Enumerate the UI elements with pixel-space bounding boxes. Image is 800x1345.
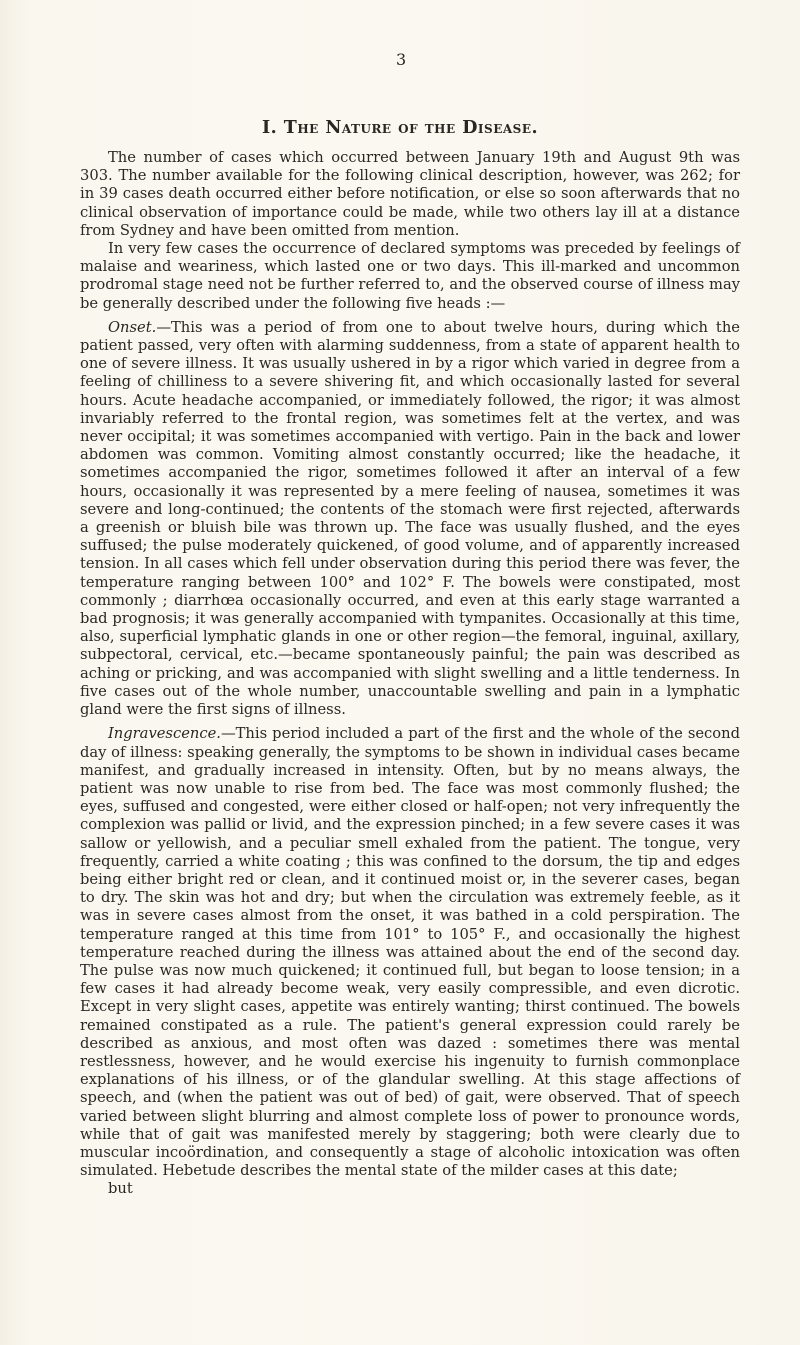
ingravescence-paragraph [80, 725, 740, 1180]
catchword: but [108, 1180, 133, 1198]
section-heading: I. The Nature of the Disease. [261, 118, 539, 138]
onset-text: —This was a period of from one to about twelve hours, during which the patient passed, very often with alarming suddenness, from a state of apparent health to one of severe illness. It was usually ushered in by a rigor which varied in degree from a feeling of chilliness to a severe shivering fit, and which occasionally lasted for several hours. Acute headache accompanied, or immediately followed, the rigor; it was almost invariably referred to the frontal region, was sometimes felt at the vertex, and was never occipital; it was sometimes accompanied with vertigo. Pain in the back and lower abdomen was common. Vomiting almost constantly occurred; like the headache, it sometimes accompanied the rigor, sometimes followed it after an interval of a few hours, occasionally it was represented by a mere feeling of nausea, sometimes it was severe and long-continued; the contents of the stomach were first rejected, afterwards a greenish or bluish bile was thrown up. The face was usually flushed, and the eyes suffused; the pulse moderately quickened, of good volume, and of apparently increased tension. In all cases which fell under observation during this period there was fever, the temperature ranging between 100° and 102° F. The bowels were constipated, most commonly ; diarrhœa occasionally occurred, and even at this early stage warranted a bad prognosis; it was generally accompanied with tympanites. Occasionally at this time, also, superficial lymphatic glands in one or other region—the femoral, inguinal, axillary, subpectoral, cervical, etc.—became spontaneously painful; the pain was described as aching or pricking, and was accompanied with slight swelling and a little tenderness. In five cases out of the whole number, unaccountable swelling and pain in a lymphatic gland were the first signs of illness. [80, 318, 740, 719]
body-text [80, 149, 740, 1199]
intro-paragraph-2: In very few cases the occurrence of declared symptoms was preceded by feelings of malaise and weariness, which lasted one or two days. This ill-marked and uncommon prodromal stage need not be further referred to, and the observed course of illness may be generally described under the following five heads :— [80, 240, 740, 312]
onset-paragraph [80, 319, 740, 719]
ingravescence-title: Ingravescence. [108, 725, 221, 743]
onset-title: Onset. [108, 318, 157, 336]
page-number: 3 [396, 50, 407, 69]
intro-paragraph-1: The number of cases which occurred between January 19th and August 9th was 303. The number available for the following clinical description, however, was 262; for in 39 cases death occurred either before notification, or else so soon afterwards that no clinical observation of importance could be made, while two others lay ill at a distance from Sydney and have been omitted from mention. [80, 149, 740, 239]
ingravescence-text: —This period included a part of the first and the whole of the second day of illness: speaking generally, the symptoms to be shown in individual cases became manifest, and gradually increased in intensity. Often, but by no means always, the patient was now unable to rise from bed. The face was most commonly flushed; the eyes, suffused and congested, were either closed or half-open; not very infrequently the complexion was pallid or livid, and the expression pinched; in a few severe cases it was sallow or yellowish, and a peculiar smell exhaled from the patient. The tongue, very frequently, carried a white coating ; this was confined to the dorsum, the tip and edges being either bright red or clean, and it continued moist or, in the severer cases, began to dry. The skin was hot and dry; but when the circulation was extremely feeble, as it was in severe cases almost from the onset, it was bathed in a cold perspiration. The temperature ranged at this time from 101° to 105° F., and occasionally the highest temperature reached during the illness was attained about the end of the second day. The pulse was now much quickened; it continued full, but began to loose tension; in a few cases it had already become weak, very easily compressible, and even dicrotic. Except in very slight cases, appetite was entirely wanting; thirst continued. The bowels remained constipated as a rule. The patient's general expression could rarely be described as anxious, and most often was dazed : sometimes there was mental restlessness, however, and he would exercise his ingenuity to furnish commonplace explanations of his illness, or of the glandular swelling. At this stage affections of speech, and (when the patient was out of bed) of gait, were observed. That of speech varied between slight blurring and almost complete loss of power to pronounce words, while that of gait was manifested merely by staggering; both were clearly due to muscular incoördination, and consequently a stage of alcoholic intoxication was often simulated. Hebetude describes the mental state of the milder cases at this date; [80, 725, 740, 1180]
